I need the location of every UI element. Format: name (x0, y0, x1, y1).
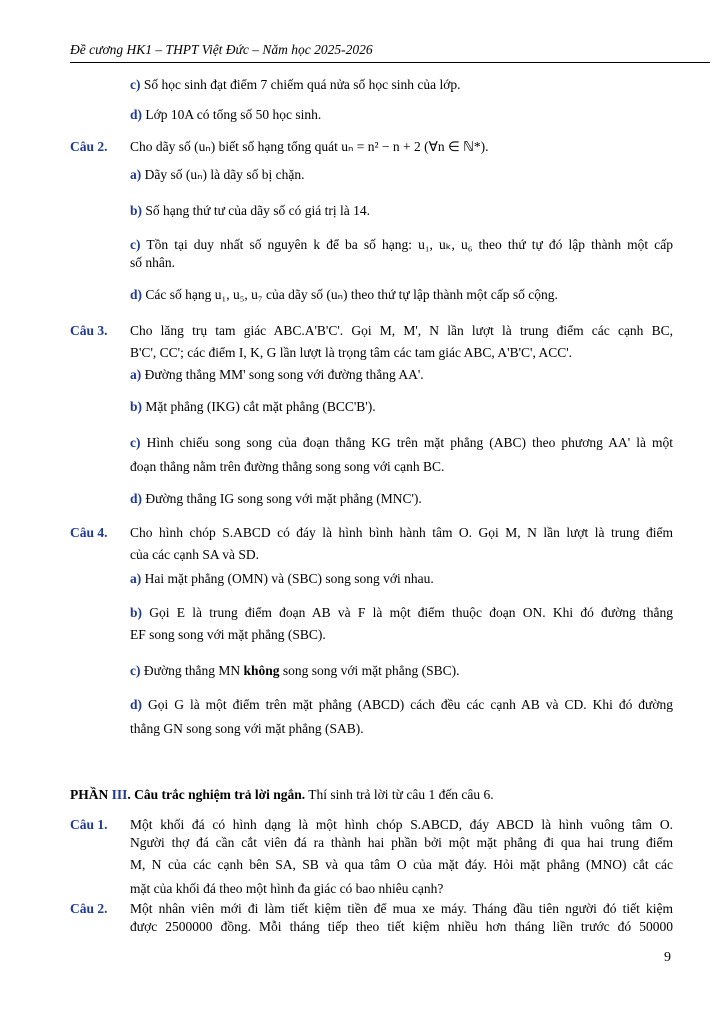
q2-option-c-line2: số nhân. (130, 255, 175, 270)
part3-title: . Câu trắc nghiệm trả lời ngắn. (127, 787, 306, 802)
option-text: Số học sinh đạt điểm 7 chiếm quá nửa số học sinh của lớp. (143, 77, 461, 92)
q4-option-d-line1 (130, 696, 673, 714)
q4-option-a (130, 570, 434, 588)
q2-option-d (130, 286, 558, 304)
q3-stem-line1: Cho lăng trụ tam giác ABC.A'B'C'. Gọi M, M', N lần lượt là trung điểm các cạnh BC, (130, 323, 673, 338)
q4-stem-line2: của các cạnh SA và SD. (130, 547, 259, 562)
option-text-post: song song với mặt phẳng (SBC). (279, 663, 460, 678)
option-text: Số hạng thứ tư của dãy số có giá trị là 14. (145, 203, 370, 218)
p3q1-line1: Một khối đá có hình dạng là một hình chóp S.ABCD, đáy ABCD là hình vuông tâm O. (130, 817, 673, 832)
option-label: d) (130, 287, 143, 302)
option-text: Đường thẳng IG song song với mặt phẳng (MNC'). (145, 491, 422, 506)
page-number: 9 (664, 950, 671, 965)
p3q1-label: Câu 1. (70, 817, 108, 832)
q4-option-b-line2: EF song song với mặt phẳng (SBC). (130, 627, 326, 642)
option-label: a) (130, 167, 142, 182)
option-text: Hình chiếu song song của đoạn thẳng KG trên mặt phẳng (ABC) theo phương AA' là một (146, 435, 674, 450)
option-label: c) (130, 435, 141, 450)
q3-option-d (130, 490, 422, 508)
q1-option-c (130, 76, 461, 94)
option-label: d) (130, 107, 143, 122)
part3-prefix: PHẦN (70, 787, 112, 802)
option-text: Gọi E là trung điểm đoạn AB và F là một điểm thuộc đoạn ON. Khi đó đường thẳng (149, 605, 673, 620)
p3q2-line1: Một nhân viên mới đi làm tiết kiệm tiền để mua xe máy. Tháng đầu tiên người đó tiết kiệm (130, 901, 673, 916)
q3-option-c-line2: đoạn thẳng nằm trên đường thẳng song song với cạnh BC. (130, 459, 445, 474)
p3q2-label: Câu 2. (70, 901, 108, 916)
option-label: c) (130, 663, 141, 678)
option-text-bold: không (243, 663, 280, 678)
option-label: d) (130, 491, 143, 506)
option-text: Các số hạng u₁, u₅, u₇ của dãy số (uₙ) theo thứ tự lập thành một cấp số cộng. (145, 287, 558, 302)
part3-note: Thí sinh trả lời từ câu 1 đến câu 6. (305, 787, 494, 802)
q2-option-c-line1 (130, 236, 673, 254)
q2-option-b (130, 202, 370, 220)
option-text: Tồn tại duy nhất số nguyên k để ba số hạng: u₁, uₖ, u₆ theo thứ tự đó lập thành một cấp (146, 237, 674, 252)
option-text: Đường thẳng MM' song song với đường thẳng AA'. (144, 367, 424, 382)
q1-option-d (130, 106, 321, 124)
q2-label: Câu 2. (70, 139, 108, 154)
option-text: Dãy số (uₙ) là dãy số bị chặn. (144, 167, 305, 182)
part3-heading (70, 786, 494, 804)
q2-option-a (130, 166, 304, 184)
option-label: c) (130, 77, 141, 92)
q4-option-c (130, 662, 460, 680)
q4-option-d-line2: thẳng GN song song với mặt phẳng (SAB). (130, 721, 364, 736)
option-label: b) (130, 203, 143, 218)
p3q1-line4: mặt của khối đá theo một hình đa giác có bao nhiêu cạnh? (130, 881, 444, 896)
q4-option-b-line1 (130, 604, 673, 622)
p3q2-line2: được 2500000 đồng. Mỗi tháng tiếp theo tiết kiệm nhiều hơn tháng liền trước đó 50000 (130, 919, 673, 934)
option-label: b) (130, 605, 143, 620)
q4-label: Câu 4. (70, 525, 108, 540)
part3-roman: III (111, 787, 128, 802)
q3-label: Câu 3. (70, 323, 108, 338)
header-rule (70, 62, 710, 63)
q3-stem-line2: B'C', CC'; các điểm I, K, G lần lượt là trọng tâm các tam giác ABC, A'B'C', ACC'. (130, 345, 573, 360)
q3-option-c-line1 (130, 434, 673, 452)
p3q1-line3: M, N của các cạnh bên SA, SB và qua tâm O của mặt đáy. Hỏi mặt phẳng (MNO) cắt các (130, 857, 673, 872)
option-label: a) (130, 367, 142, 382)
option-label: a) (130, 571, 142, 586)
option-label: b) (130, 399, 143, 414)
option-text: Hai mặt phẳng (OMN) và (SBC) song song với nhau. (144, 571, 434, 586)
option-text: Mặt phẳng (IKG) cắt mặt phẳng (BCC'B'). (145, 399, 376, 414)
option-text: Lớp 10A có tổng số 50 học sinh. (145, 107, 322, 122)
q2-stem: Cho dãy số (uₙ) biết số hạng tổng quát uₙ = n² − n + 2 (∀n ∈ ℕ*). (130, 139, 489, 154)
page-header: Đề cương HK1 – THPT Việt Đức – Năm học 2025-2026 (70, 42, 373, 57)
option-text-pre: Đường thẳng MN (143, 663, 244, 678)
option-label: d) (130, 697, 143, 712)
q4-stem-line1: Cho hình chóp S.ABCD có đáy là hình bình hành tâm O. Gọi M, N lần lượt là trung điểm (130, 525, 673, 540)
option-text: Gọi G là một điểm trên mặt phẳng (ABCD) cách đều các cạnh AB và CD. Khi đó đường (148, 697, 673, 712)
q3-option-a (130, 366, 424, 384)
p3q1-line2: Người thợ đá cần cắt viên đá ra thành hai phần bởi một mặt phẳng đi qua hai trung điểm (130, 835, 673, 850)
option-label: c) (130, 237, 141, 252)
q3-option-b (130, 398, 376, 416)
